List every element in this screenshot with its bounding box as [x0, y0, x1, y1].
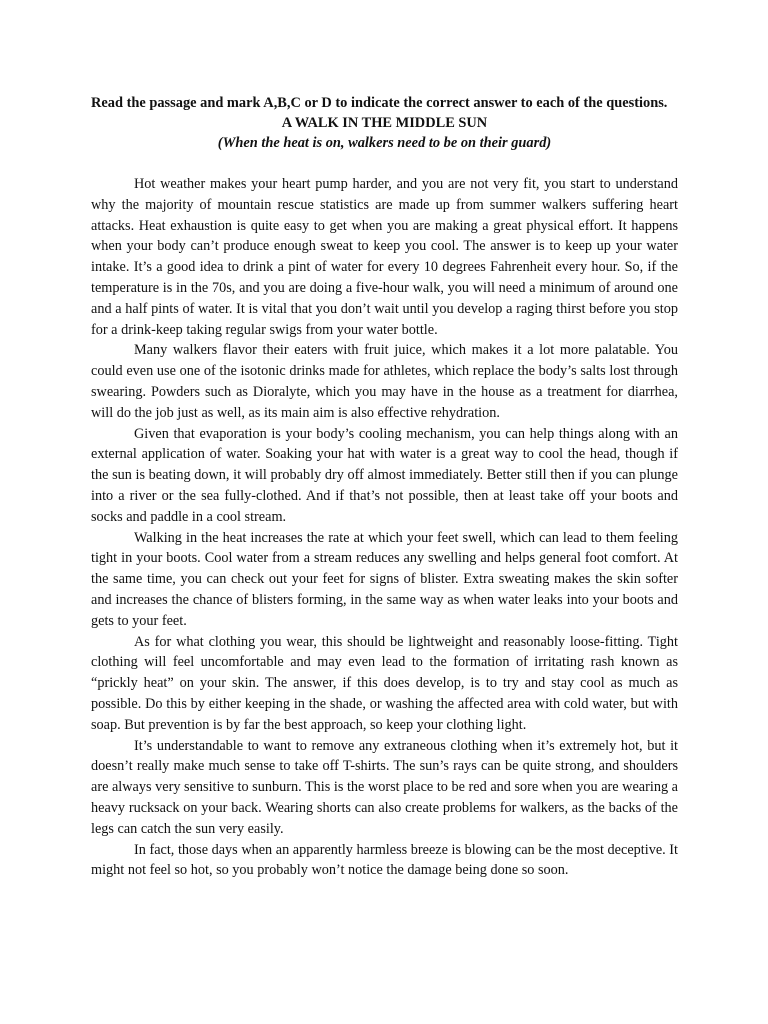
- paragraph-7: In fact, those days when an apparently harmless breeze is blowing can be the most deceptive. It might not feel so hot, so you probably won’t notice the damage being done so soon.: [91, 841, 678, 879]
- instruction-text: Read the passage and mark A,B,C or D to indicate the correct answer to each of the questions.: [91, 95, 668, 111]
- paragraph-6: It’s understandable to want to remove any extraneous clothing when it’s extremely hot, but it doesn’t really make much sense to take off T-shirts. The sun’s rays can be quite strong, and shoulders are always very sensitive to sunburn. This is the worst place to be red and sore when you are wearing a heavy rucksack on your back. Wearing shorts can also create problems for walkers, as the backs of the legs can catch the sun very easily.: [91, 737, 678, 837]
- paragraph-3: Given that evaporation is your body’s cooling mechanism, you can help things along with an external application of water. Soaking your hat with water is a great way to cool the head, though if the sun is beating down, it will probably dry off almost immediately. Better still then if you can plunge into a river or the sea fully-clothed. And if that’s not possible, then at least take off your boots and socks and paddle in a cool stream.: [91, 425, 678, 525]
- paragraph-4: Walking in the heat increases the rate at which your feet swell, which can lead to them feeling tight in your boots. Cool water from a stream reduces any swelling and helps general foot comfort. At the same time, you can check out your feet for signs of blister. Extra sweating makes the skin softer and increases the chance of blisters forming, in the same way as when water leaks into your boots and gets to your feet.: [91, 529, 678, 629]
- document-page: [91, 93, 678, 881]
- paragraph-5: As for what clothing you wear, this should be lightweight and reasonably loose-fitting. Tight clothing will feel uncomfortable and may even lead to the formation of irritating rash known as “prickly heat” on your skin. The answer, if this does develop, is to try and stay cool as much as possible. Do this by either keeping in the shade, or washing the affected area with cold water, but with soap. But prevention is by far the best approach, so keep your clothing light.: [91, 633, 678, 733]
- paragraph-2: Many walkers flavor their eaters with fruit juice, which makes it a lot more palatable. You could even use one of the isotonic drinks made for athletes, which replace the body’s salts lost through swearing. Powders such as Dioralyte, which you may have in the house as a treatment for diarrhea, will do the job just as well, as its main aim is also effective rehydration.: [91, 342, 678, 421]
- passage-subtitle: (When the heat is on, walkers need to be on their guard): [217, 135, 552, 151]
- passage-title: A WALK IN THE MIDDLE SUN: [281, 115, 488, 131]
- paragraph-1: Hot weather makes your heart pump harder, and you are not very fit, you start to understand why the majority of mountain rescue statistics are made up from summer walkers suffering heart attacks. Heat exhaustion is quite easy to get when you are making a great physical effort. It happens when your body can’t produce enough sweat to keep you cool. The answer is to keep up your water intake. It’s a good idea to drink a pint of water for every 10 degrees Fahrenheit every hour. So, if the temperature is in the 70s, and you are doing a five-hour walk, you will need a minimum of around one and a half pints of water. It is vital that you don’t wait until you develop a raging thirst before you stop for a drink-keep taking regular swigs from your water bottle.: [91, 176, 678, 338]
